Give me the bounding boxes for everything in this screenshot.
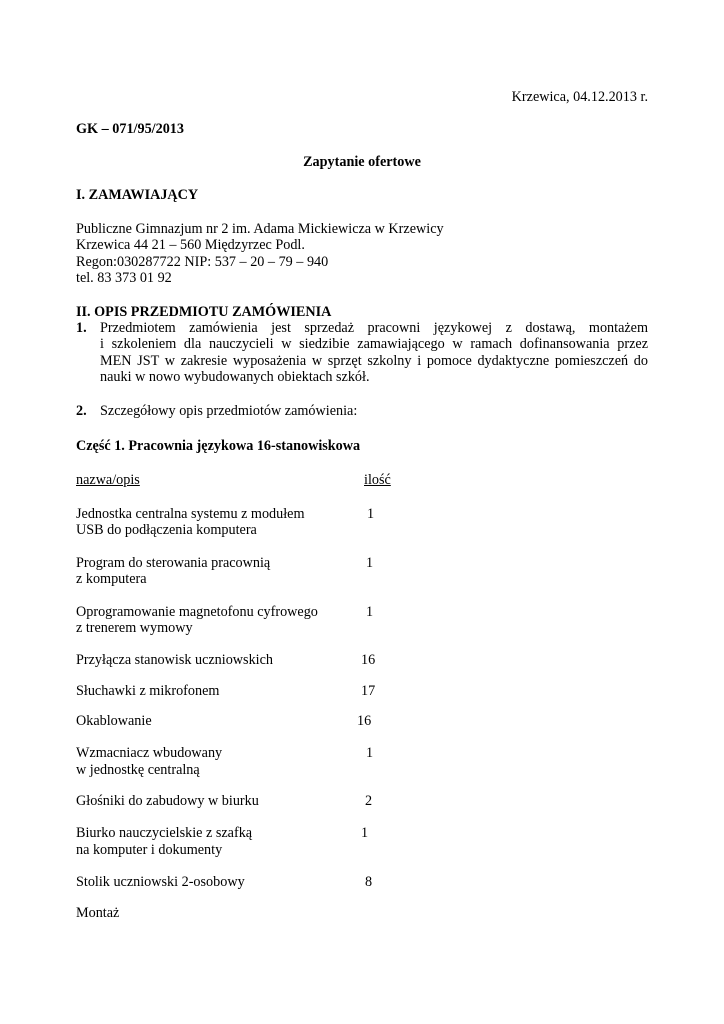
column-header-qty: ilość bbox=[364, 472, 391, 488]
item-qty: 2 bbox=[365, 793, 373, 809]
orderer-ids: Regon:030287722 NIP: 537 – 20 – 79 – 940 bbox=[76, 254, 329, 270]
item-name-montaz: Montaż bbox=[76, 905, 120, 921]
item2-text: Szczegółowy opis przedmiotów zamówienia: bbox=[100, 403, 358, 419]
item-qty: 8 bbox=[365, 874, 373, 890]
orderer-name: Publiczne Gimnazjum nr 2 im. Adama Mickiewicza w Krzewicy bbox=[76, 221, 444, 237]
item1-line2: i szkoleniem dla nauczycieli w siedzibie zamawiającego w ramach dofinansowania przez bbox=[100, 336, 648, 352]
item-name-cont: USB do podłączenia komputera bbox=[76, 522, 257, 538]
item-name: Głośniki do zabudowy w biurku bbox=[76, 793, 259, 809]
item-qty: 17 bbox=[361, 683, 376, 699]
part1-heading: Część 1. Pracownia językowa 16-stanowiskowa bbox=[76, 438, 361, 454]
item2-number: 2. bbox=[76, 403, 87, 419]
item-name: Jednostka centralna systemu z modułem bbox=[76, 506, 305, 522]
reference-number: GK – 071/95/2013 bbox=[76, 121, 184, 137]
item-name: Okablowanie bbox=[76, 713, 152, 729]
item-qty: 1 bbox=[366, 745, 374, 761]
column-header-name: nazwa/opis bbox=[76, 472, 140, 488]
item-qty: 16 bbox=[357, 713, 372, 729]
item1-line3: MEN JST w zakresie wyposażenia w sprzęt szkolny i pomoce dydaktyczne pomieszczeń do bbox=[100, 353, 648, 369]
item-name: Stolik uczniowski 2-osobowy bbox=[76, 874, 245, 890]
item-name-cont: w jednostkę centralną bbox=[76, 762, 200, 778]
place-date: Krzewica, 04.12.2013 r. bbox=[511, 89, 648, 105]
orderer-phone: tel. 83 373 01 92 bbox=[76, 270, 172, 286]
item-qty: 1 bbox=[367, 506, 375, 522]
item-qty: 1 bbox=[366, 555, 374, 571]
item-qty: 16 bbox=[361, 652, 376, 668]
item1-number: 1. bbox=[76, 320, 87, 336]
item-name: Przyłącza stanowisk uczniowskich bbox=[76, 652, 273, 668]
orderer-address: Krzewica 44 21 – 560 Międzyrzec Podl. bbox=[76, 237, 305, 253]
item-qty: 1 bbox=[361, 825, 369, 841]
item-name-cont: z komputera bbox=[76, 571, 147, 587]
section2-heading: II. OPIS PRZEDMIOTU ZAMÓWIENIA bbox=[76, 304, 332, 320]
item-name: Program do sterowania pracownią bbox=[76, 555, 271, 571]
item-qty: 1 bbox=[366, 604, 374, 620]
item-name: Słuchawki z mikrofonem bbox=[76, 683, 220, 699]
item-name: Oprogramowanie magnetofonu cyfrowego bbox=[76, 604, 318, 620]
item-name: Biurko nauczycielskie z szafką bbox=[76, 825, 253, 841]
item-name-cont: na komputer i dokumenty bbox=[76, 842, 223, 858]
document-title: Zapytanie ofertowe bbox=[303, 154, 421, 170]
item-name-cont: z trenerem wymowy bbox=[76, 620, 193, 636]
item1-line4: nauki w nowo wybudowanych obiektach szkół. bbox=[100, 369, 370, 385]
item1-line1: Przedmiotem zamówienia jest sprzedaż pracowni językowej z dostawą, montażem bbox=[100, 320, 648, 336]
section1-heading: I. ZAMAWIAJĄCY bbox=[76, 187, 199, 203]
item-name: Wzmacniacz wbudowany bbox=[76, 745, 223, 761]
